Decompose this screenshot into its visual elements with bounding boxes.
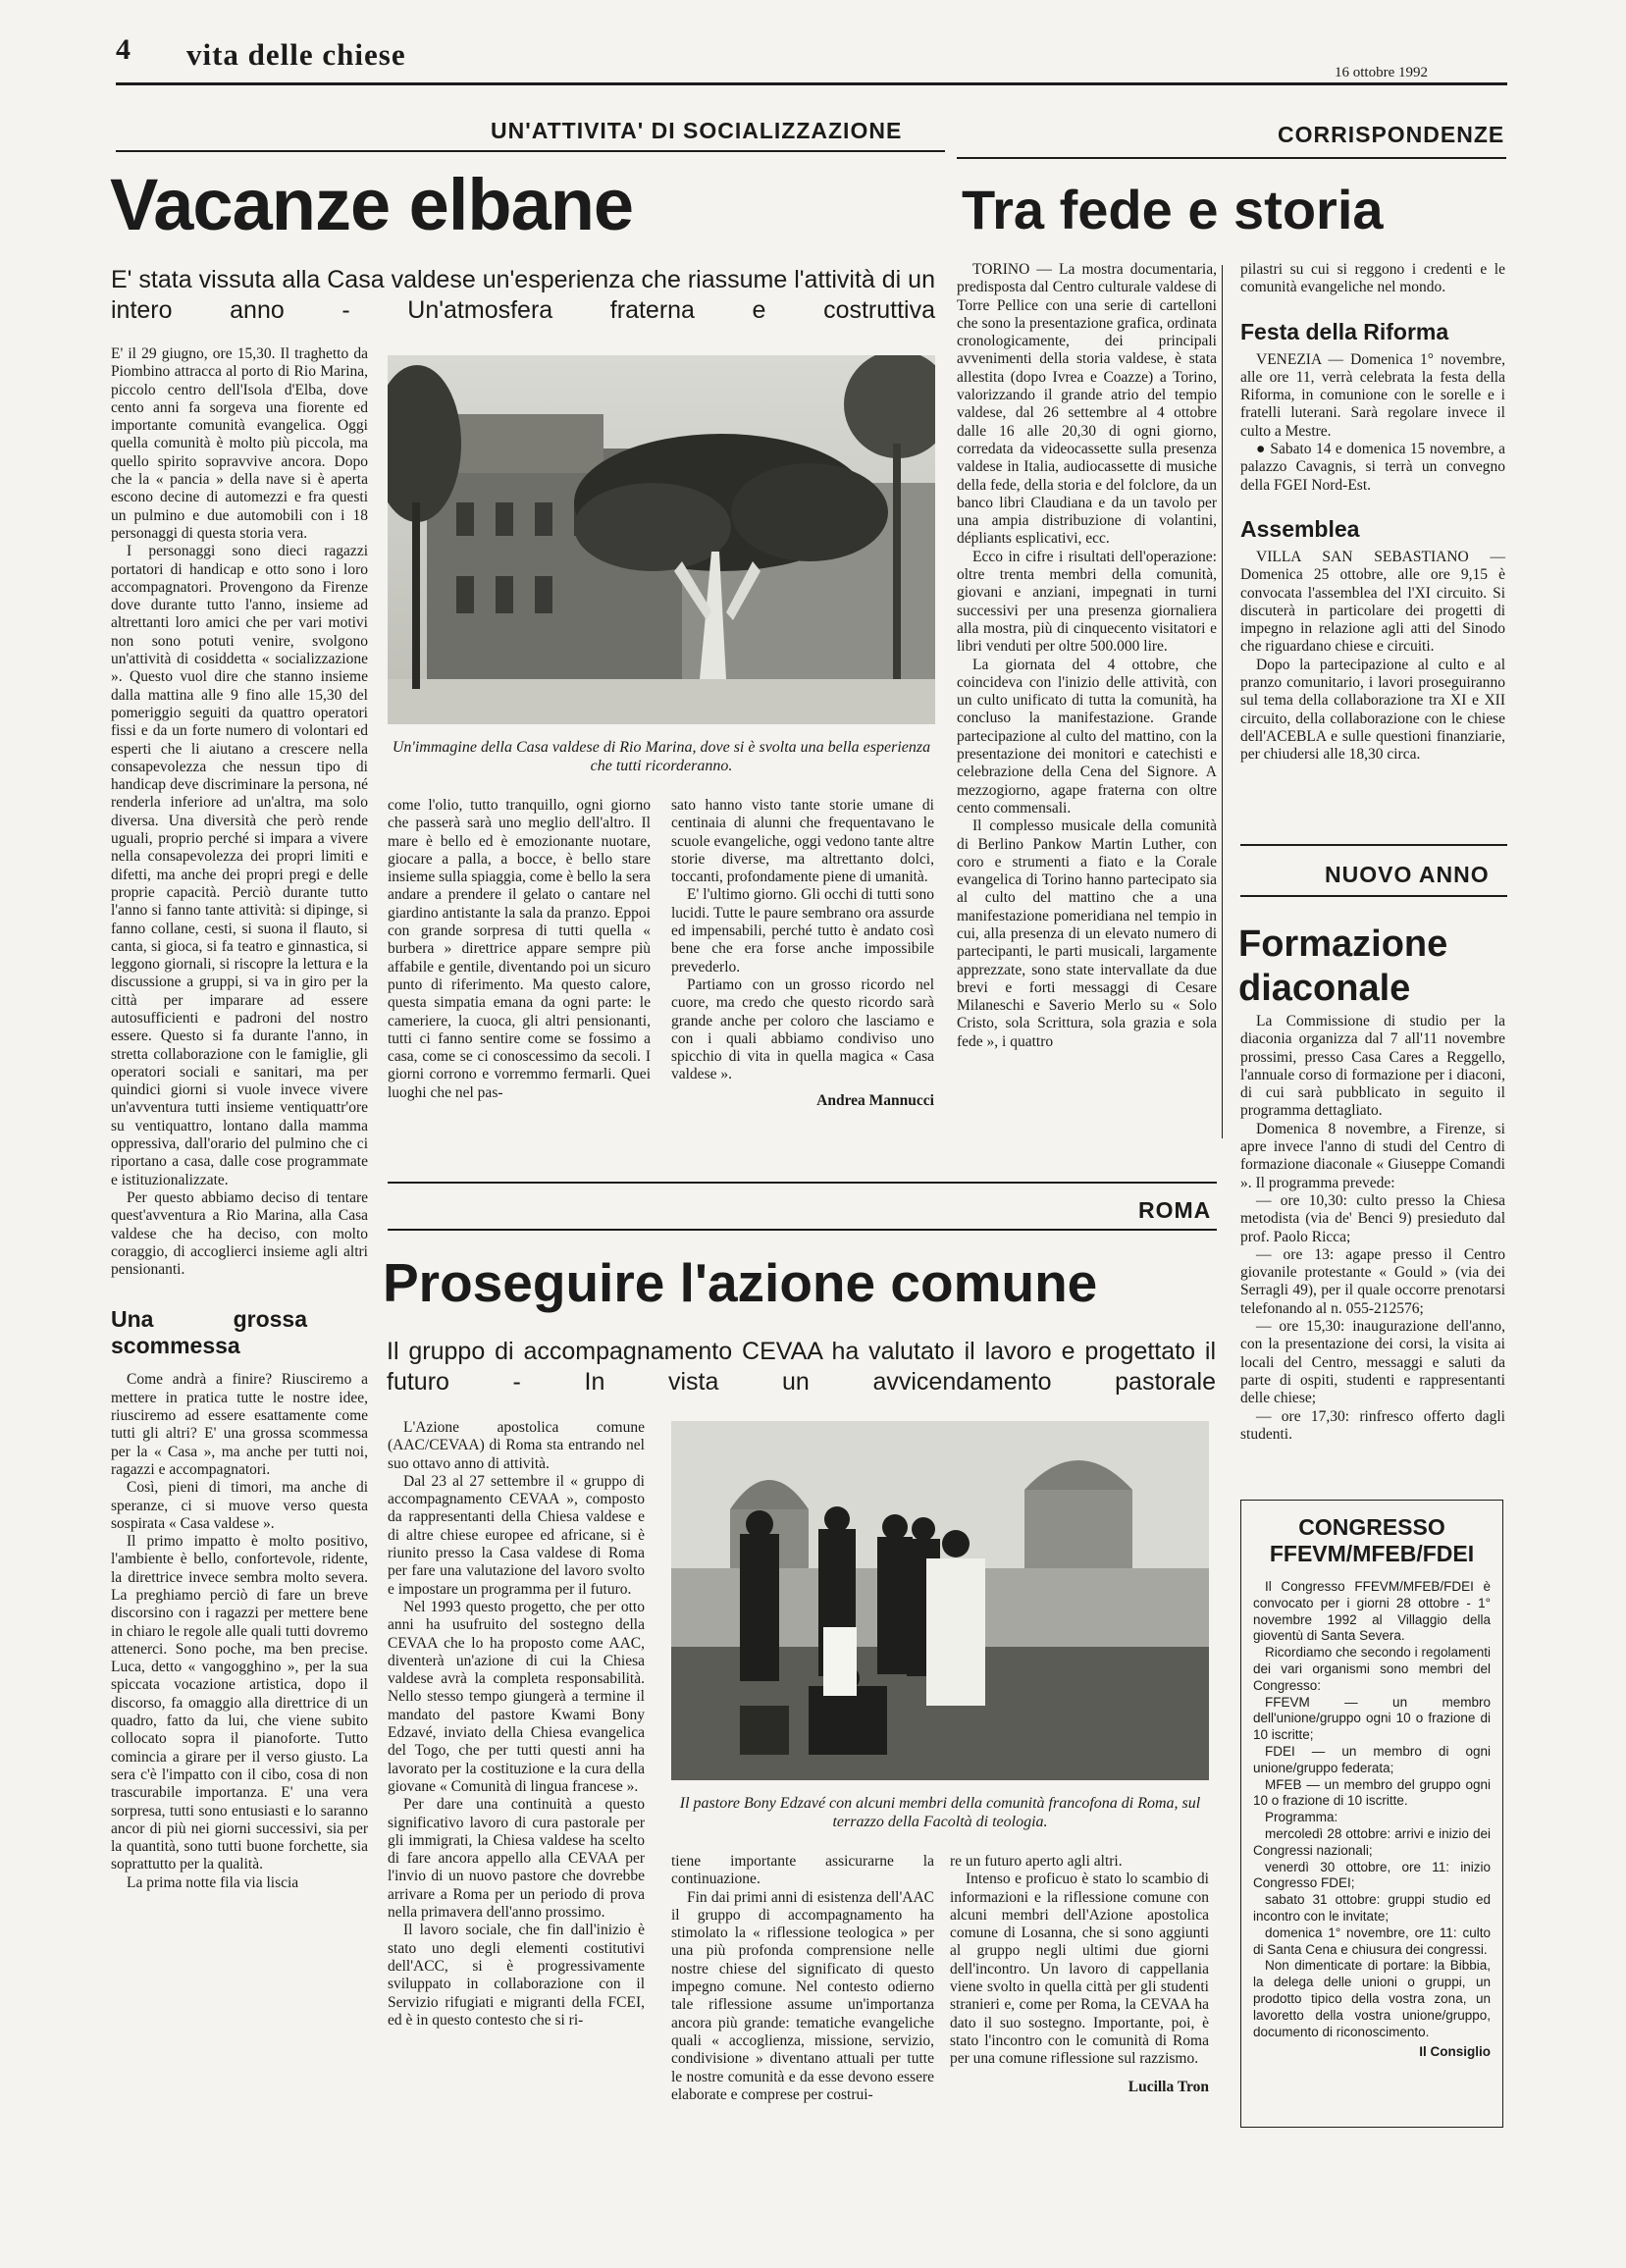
page-number: 4 [116,33,131,66]
art1-title: Vacanze elbane [110,164,634,245]
art1-col1-p2: I personaggi sono dieci ragazzi portatori di handicap e otto sono i loro accompagnatori. Provengono da Firenze dove durante tutto l'anno, insieme ad altrettanti loro amici che per vari motivi non sono potuti venire, svolgono un'attività di cosiddetta « socializzazione ». Questo vuol dire che stanno insieme dalla mattina alle 9 fino alle 15,30 del pomeriggio seguiti da quattro operatori fissi e da un forte numero di volontari ed esperti che li aiutano a crescere nella consapevolezza che nessun tipo di handicap deve discriminare la persona, né renderla inferiore ad un'altra, ma solo diversa. Una diversità che però rende uguali, proprio perché si impara a vivere nella consapevolezza dei propri limiti e difetti, ma anche dei propri pregi e delle proprie capacità. Perciò durante tutto l'anno si fanno tante attività: si dipinge, si fanno collane, cesti, si suona il flauto, si canta, si gioca, si fa teatro e ginnastica, si leggono giornali, si riscopre la lettura e la discussione a gruppi, si va in giro per la città per imparare ad essere autosufficienti e padroni del nostro essere. Questo si fa durante l'anno, in stretta collaborazione con le famiglie, gli operatori sociali e sanitari, ma per quindici giorni si vuole invece vivere un'avventura tutti insieme ventiquattr'ore su ventiquattro, lontano dalla mamma oppressiva, dall'orario del pulmino che ci riportano a casa, dalle cose programmate e istituzionalizzate. [111,543,368,1188]
art1-kicker: UN'ATTIVITA' DI SOCIALIZZAZIONE [491,118,903,143]
box-p7: mercoledì 28 ottobre: arrivi e inizio dei Congressi nazionali; [1253,1825,1491,1858]
art2-col1-p2: Ecco in cifre i risultati dell'operazione: oltre trenta membri della comunità, giovani e anziani, impegnati in turni successivi per una presenza giornaliera alla mostra, più di cinquecento visitatori e libri venduti per oltre 500.000 lire. [957,548,1217,656]
art3-kicker-rule [1240,895,1507,897]
art4-col3-p1: re un futuro aperto agli altri. [950,1853,1123,1870]
box-title-2: FFEVM/MFEB/FDEI [1269,1541,1475,1566]
art1-col1b-p3: Il primo impatto è molto positivo, l'ambiente è bello, confortevole, ridente, la direttrice invece sembra molto severa. La preghiamo perciò di fare un breve discorsino con i ragazzi per mettere bene in chiaro le regole alle quali tutti dovremo attenerci. Sono poche, ma ben precise. Luca, detto « vangogghino », per la sua spiccata vocazione artistica, dopo il discorso, fa omaggio alla direttrice di un quadro, fatto da lui, che viene subito collocato sopra il pianoforte. Tutto comincia a girare per il verso giusto. La sera c'è l'impatto con il cibo, cosa di non trascurabile importanza. E' una vera sorpresa, tutti sono entusiasti e lo saranno ancor di più nei giorni successivi, sia per la quantità, sono tutti buone forchette, sia soprattutto per la qualità. [111,1533,368,1873]
art3-p2: Domenica 8 novembre, a Firenze, si apre invece l'anno di studi del Centro di formazione diaconale « Giuseppe Comandi ». Il programma prevede: [1240,1120,1505,1191]
box-p9: sabato 31 ottobre: gruppi studio ed incontro con le invitate; [1253,1892,1491,1924]
festa-p2: ● Sabato 14 e domenica 15 novembre, a palazzo Cavagnis, si terrà un convegno della FGEI Nord-Est. [1240,441,1505,494]
festa-title: Festa della Riforma [1240,318,1449,344]
art3-title: Formazione diaconale [1238,923,1448,1009]
festa-p1: VENEZIA — Domenica 1° novembre, alle ore 11, verrà celebrata la festa della Riforma, in comunione con le sorelle e i fratelli luterani. Sarà regolare invece il culto a Mestre. [1240,350,1505,440]
art4-col2 [671,1853,934,2104]
art1-signature: Andrea Mannucci [816,1091,934,1109]
art1-col1b-p4: La prima notte fila via liscia [127,1873,299,1891]
art3-p1: La Commissione di studio per la diaconia organizza dal 7 all'11 novembre prossimi, presso Casa Cares a Reggello, l'annuale corso di formazione per i diaconi, di cui sarà pubblicato in seguito il programma dettagliato. [1240,1013,1505,1120]
art3-p6: — ore 17,30: rinfresco offerto dagli studenti. [1240,1407,1505,1443]
art2-col2 [1240,261,1505,765]
art4-photo-caption: Il pastore Bony Edzavé con alcuni membri della comunità francofona di Roma, sul terrazzo della Facoltà di teologia. [679,1795,1201,1830]
art2-title: Tra fede e storia [962,179,1384,240]
assemblea-p2: Dopo la partecipazione al culto e al pranzo comunitario, i lavori proseguiranno sul tema della collaborazione tra XI e XII circuito, della collaborazione con le chiese dell'ACEBLA e sulle questioni finanziarie, per chiudersi alle 18,30 circa. [1240,656,1505,764]
art4-kicker: ROMA [1138,1197,1212,1223]
art2-col1 [957,261,1217,1051]
art4-signature: Lucilla Tron [1128,2078,1209,2095]
art1-col1-p1: E' il 29 giugno, ore 15,30. Il traghetto da Piombino attracca al porto di Rio Marina, piccolo centro dell'Isola d'Elba, dove cento anni fa sorgeva una fiorente ed importante comunità evangelica. Oggi quella comunità è molto più piccola, ma quello spirito sopravvive ancora. Dopo che la « pancia » della nave si è aperta escono decine di automezzi e fra questi un pulmino e due automobili con i 18 personaggi di questa storia vera. [111,345,368,542]
art1-col3-p2: E' l'ultimo giorno. Gli occhi di tutti sono lucidi. Tutte le paure sembrano ora assurde ed impensabili, perché tutto è andato così bene che era forse anche impossibile prevederlo. [671,886,934,976]
art4-col1-p3: Nel 1993 questo progetto, che per otto anni ha usufruito del sostegno della CEVAA che lo ha proposto come AAC, diventerà un'azione di cui la Chiesa valdese avrà la completa responsabilità. Nello stesso tempo giungerà a termine il mandato del pastore Kwami Bony Edzavé, inviato della Chiesa evangelica del Togo, che per tutti questi anni ha lavorato per la costituzione e la cura della giovane « Comunità di lingua francese ». [388,1598,645,1795]
pastore-group-photo [671,1421,1209,1780]
box-title-1: CONGRESSO [1298,1514,1445,1540]
art4-top-rule [388,1182,1217,1184]
box-p5: MFEB — un membro del gruppo ogni 10 o frazione di 10 iscritte. [1253,1776,1491,1809]
art2-col1-p4: Il complesso musicale della comunità di Berlino Pankow Martin Luther, con coro e strumenti a fiato e la Corale evangelica di Torino hanno partecipato sia al culto del mattino che a una manifestazione pomeridiana nel tempio in cui, alla presenza di un elevato numero di partecipanti, le parti musicali, largamente apprezzate, sono state intervallate da due brevi e forti messaggi di Cesare Milaneschi e Saverio Merlo su « Solo Cristo, sola Scrittura, sola grazia e sola fede », i quattro [957,818,1217,1050]
box-p8: venerdì 30 ottobre, ore 11: inizio Congresso FDEI; [1253,1859,1491,1891]
art3-p5: — ore 15,30: inaugurazione dell'anno, con la presentazione dei corsi, la visita ai locali del Centro, messaggi e saluti da parte di ospiti, studenti e rappresentanti delle chiese; [1240,1318,1505,1407]
box-p2: Ricordiamo che secondo i regolamenti dei vari organismi sono membri del Congresso: [1253,1645,1491,1693]
art4-deck: Il gruppo di accompagnamento CEVAA ha valutato il lavoro e progettato il futuro - In vista un avvicendamento pastorale [387,1338,1216,1396]
art1-col1b-p2: Così, pieni di timori, ma anche di speranze, ci si muove verso questa sospirata « Casa valdese ». [111,1479,368,1532]
art3-top-rule [1240,844,1507,846]
art1-col1 [111,345,368,1892]
box-p4: FDEI — un membro di ogni unione/gruppo federata; [1253,1743,1491,1775]
art2-kicker-rule [957,157,1506,159]
art1-col2-p1: come l'olio, tutto tranquillo, ogni giorno che passerà sarà uno meglio dell'altro. Il mare è bello ed è emozionante nuotare, giocare a palla, a bocce, è bello stare insieme sulla spiaggia, come è bello la sera andare a prendere il gelato o cantare nel giardino antistante la sala da pranzo. Eppoi con grande sorpresa di tutti quella « burbera » direttrice appare sempre più affabile e gentile, diventando poi un sicuro punto di riferimento. Ma questo calore, questa simpatia emana da ogni parte: le cameriere, la cuoca, gli altri pensionanti, tutti ci fanno sentire come se fossimo a casa, come se ci conoscessimo da secoli. I giorni corrono e vorremmo fermarli. Quei luoghi che nel pas- [388,797,651,1101]
paper-name: vita delle chiese [186,37,406,72]
art1-col3 [671,797,934,1110]
box-p3: FFEVM — un membro dell'unione/gruppo ogni 10 o frazione di 10 iscritte; [1253,1694,1491,1743]
box-body [1253,1579,1491,2061]
art2-kicker: CORRISPONDENZE [1278,122,1505,147]
art4-col2-p2: Fin dai primi anni di esistenza dell'AAC il gruppo di accompagnamento ha stimolato la « riflessione teologica » per una più profonda comprensione nelle nostre chiese del significato di questo impegno comune. Nel contesto odierno tale riflessione assume un'importanza ancora più grande: tematiche evangeliche quali « accoglienza, missione, servizio, condivisione » diventano attuali per tutte le nostre comunità e da esse devono essere elaborate e comprese per costrui- [671,1888,934,2103]
art1-col3-p1: sato hanno visto tante storie umane di centinaia di alunni che frequentavano le scuole evangeliche, oggi vedono tante altre storie diverse, ma altrettanto dolci, toccanti, profondamente piene di umanità. [671,797,934,886]
art2-col1-p1: TORINO — La mostra documentaria, predisposta dal Centro culturale valdese di Torre Pellice con una serie di cartelloni che sono la presentazione grafica, ordinata cronologicamente, dei principali avvenimenti della storia valdese, è stata allestita (dopo Ivrea e Coazze) a Torino, valorizzando il grande atrio del tempio valdese, dal 26 settembre al 4 ottobre dalle 16 alle 20,30 di ogni giorno, corredata da videocassette sulla presenza valdese in Italia, audiocassette di musiche della fede, della storia e del folclore, da un banco libri Claudiana e da un tavolo per una ampia distribuzione di volantini, dépliants esplicativi, ecc. [957,261,1217,548]
art4-col1-p2: Dal 23 al 27 settembre il « gruppo di accompagnamento CEVAA », composto da rappresentanti della Chiesa valdese e di altre chiese europee ed africane, si è riunito presso la Casa valdese di Roma per fare una valutazione del lavoro svolto e impostare un programma per il futuro. [388,1472,645,1598]
art1-col2 [388,797,651,1102]
art4-col3-p2: Intenso e proficuo è stato lo scambio di informazioni e la riflessione comune con alcuni membri dell'Azione apostolica comune di Losanna, che si sono aggiunti al gruppo negli ultimi due giorni dell'incontro. Un lavoro di cappellania viene svolto in quella città per gli studenti stranieri e, come per Roma, la CEVAA ha dato il suo sostegno. Importante, poi, è stato l'incontro con le comunità di Roma per una comune riflessione sul razzismo. [950,1871,1209,2068]
page-date: 16 ottobre 1992 [1335,65,1428,80]
congresso-box [1240,1500,1503,2128]
box-p1: Il Congresso FFEVM/MFEB/FDEI è convocato per i giorni 28 ottobre - 1° novembre 1992 al Villaggio della gioventù di Santa Severa. [1253,1579,1491,1644]
box-p11: Non dimenticate di portare: la Bibbia, la delega delle unioni o gruppi, un prodotto tipico della vostra zona, un lavoretto della vostra unione/gruppo, documento di riconoscimento. [1253,1958,1491,2039]
art3-p3: — ore 10,30: culto presso la Chiesa metodista (via de' Benci 9) presieduto dal prof. Paolo Ricca; [1240,1191,1505,1245]
casa-valdese-photo [388,355,935,724]
art1-photo-caption: Un'immagine della Casa valdese di Rio Marina, dove si è svolta una bella esperienza che tutti ricorderanno. [392,739,931,774]
box-p10: domenica 1° novembre, ore 11: culto di Santa Cena e chiusura dei congressi. [1253,1925,1491,1957]
art1-subhead: Una grossa scommessa [111,1306,307,1359]
art4-col1-p5: Il lavoro sociale, che fin dall'inizio è stato uno degli elementi costitutivi dell'ACC, si è progressivamente sviluppato in collaborazione con il Servizio rifugiati e migranti della FCEI, ed è in questo contesto che si ri- [388,1922,645,2029]
art4-col1-p1: L'Azione apostolica comune (AAC/CEVAA) di Roma sta entrando nel suo ottavo anno di attività. [388,1419,645,1472]
art1-col1-p3: Per questo abbiamo deciso di tentare quest'avventura a Rio Marina, alla Casa valdese che ha deciso, con molto coraggio, di accoglierci insieme agli altri pensionanti. [111,1188,368,1279]
art2-col1-p3: La giornata del 4 ottobre, che coincideva con l'inizio delle attività, con un culto unificato di tutta la comunità, ha concluso la manifestazione. Grande partecipazione al culto del mattino, con la presentazione dei monitori e catechisti e celebrazione della Cena del Signore. A mezzogiorno, agape fraterna con oltre cento commensali. [957,656,1217,817]
art4-col2-p1: tiene importante assicurarne la continuazione. [671,1853,934,1888]
art1-col3-p3: Partiamo con un grosso ricordo nel cuore, ma credo che questo ricordo sarà grande anche per coloro che lasciamo e con i quali abbiamo condiviso uno spicchio di vita in quella magica « Casa valdese ». [671,976,934,1083]
art2-col2-p1: pilastri su cui si reggono i credenti e le comunità evangeliche nel mondo. [1240,261,1505,296]
header-rule [116,82,1507,85]
art1-col1b-p1: Come andrà a finire? Riusciremo a mettere in pratica tutte le nostre idee, riusciremo ad essere esattamente come tutti gli altri? E' una grossa scommessa per la « Casa », ma anche per tutti noi, ragazzi e accompagnatori. [111,1371,368,1478]
art4-col1-p4: Per dare una continuità a questo significativo lavoro di cura pastorale per gli immigrati, la Chiesa valdese ha scelto di fare ancora appello alla CEVAA per l'invio di un nuovo pastore che dovrebbe arrivare a Roma per un periodo di prova nella primavera dell'anno prossimo. [388,1796,645,1922]
art3-kicker: NUOVO ANNO [1325,862,1490,887]
assemblea-title: Assemblea [1240,515,1360,542]
art3-p4: — ore 13: agape presso il Centro giovanile protestante « Gould » (via dei Serragli 49), per il quale occorre prenotarsi telefonando al n. 055-212576; [1240,1245,1505,1317]
box-signature: Il Consiglio [1419,2044,1491,2060]
art4-col3 [950,1853,1209,2096]
art1-kicker-rule [116,150,945,152]
assemblea-p1: VILLA SAN SEBASTIANO — Domenica 25 ottobre, alle ore 9,15 è convocata l'assemblea del l'XI circuito. Si discuterà in particolare dei progetti di impegno in relazione agli atti del Sinodo che riguardano chiese e circuiti. [1240,548,1505,656]
art1-deck: E' stata vissuta alla Casa valdese un'esperienza che riassume l'attività di un intero anno - Un'atmosfera fraterna e costruttiva [111,266,935,324]
art4-col1 [388,1419,645,2030]
column-separator [1222,265,1223,1138]
box-p6: Programma: [1265,1810,1338,1825]
art3-body [1240,1013,1505,1444]
art4-title: Proseguire l'azione comune [383,1252,1098,1313]
art4-kicker-rule [388,1229,1217,1231]
